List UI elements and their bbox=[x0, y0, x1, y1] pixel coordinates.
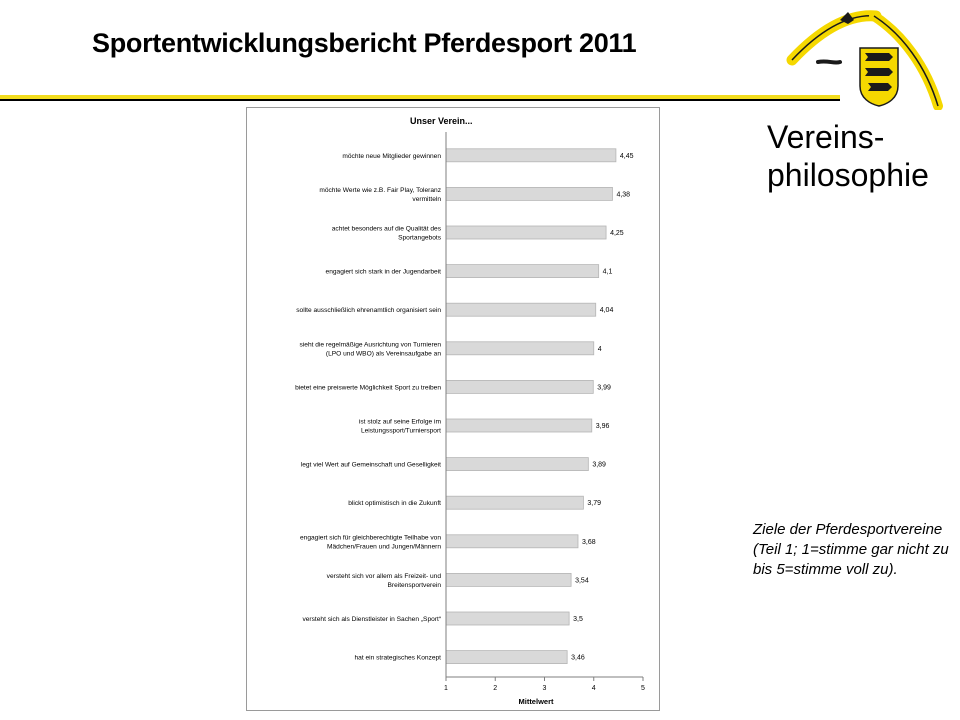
section-title bbox=[767, 118, 929, 194]
data-label-4: 4,1 bbox=[602, 268, 613, 276]
coat-of-arms-logo-icon bbox=[780, 6, 950, 115]
category-label-1-line-1: möchte neue Mitglieder gewinnen bbox=[342, 152, 441, 160]
data-label-1: 4,45 bbox=[619, 152, 634, 160]
data-label-7: 3,99 bbox=[597, 384, 611, 392]
category-label-4-line-1: engagiert sich stark in der Jugendarbeit bbox=[325, 268, 441, 276]
category-label-6-line-2: (LPO und WBO) als Vereinsaufgabe an bbox=[325, 350, 441, 358]
category-label-8-line-1: ist stolz auf seine Erfolge im bbox=[358, 418, 441, 426]
data-label-2: 4,38 bbox=[616, 191, 631, 199]
category-label-7-line-1: bietet eine preiswerte Möglichkeit Sport zu treiben bbox=[295, 384, 441, 392]
bar-chart bbox=[247, 108, 659, 710]
category-label-6-line-1: sieht die regelmäßige Ausrichtung von Turnieren bbox=[299, 341, 441, 349]
bar-12 bbox=[446, 573, 571, 586]
bar-9 bbox=[446, 458, 588, 471]
bar-14 bbox=[446, 651, 567, 664]
header-rule-black bbox=[0, 99, 840, 101]
bar-5 bbox=[446, 303, 596, 316]
category-label-10-line-1: blickt optimistisch in die Zukunft bbox=[348, 500, 441, 508]
bar-11 bbox=[446, 535, 578, 548]
x-tick-label-1: 1 bbox=[444, 685, 448, 692]
bar-2 bbox=[446, 187, 612, 200]
data-label-6: 4 bbox=[597, 345, 602, 353]
chart-title: Unser Verein... bbox=[410, 116, 473, 126]
section-title-line1: Vereins- bbox=[767, 119, 885, 155]
bar-3 bbox=[446, 226, 606, 239]
category-label-12-line-2: Breitensportverein bbox=[387, 581, 441, 589]
data-label-12: 3,54 bbox=[575, 577, 589, 585]
category-label-11-line-2: Mädchen/Frauen und Jungen/Männern bbox=[326, 543, 441, 551]
x-tick-label-3: 3 bbox=[542, 685, 547, 692]
category-label-11-line-1: engagiert sich für gleichberechtigte Teilhabe von bbox=[299, 534, 441, 542]
x-tick-label-5: 5 bbox=[641, 685, 645, 692]
data-label-14: 3,46 bbox=[571, 654, 585, 662]
data-label-3: 4,25 bbox=[610, 230, 624, 237]
category-label-12-line-1: versteht sich vor allem als Freizeit- und bbox=[326, 572, 441, 580]
category-label-9-line-1: legt viel Wert auf Gemeinschaft und Geselligkeit bbox=[300, 461, 441, 469]
category-label-13-line-1: versteht sich als Dienstleister in Sachen „Sport“ bbox=[302, 616, 441, 623]
x-tick-label-4: 4 bbox=[591, 685, 596, 692]
bar-13 bbox=[446, 612, 569, 625]
slide-title: Sportentwicklungsbericht Pferdesport 2011 bbox=[92, 28, 637, 58]
data-label-8: 3,96 bbox=[595, 423, 610, 430]
category-label-5-line-1: sollte ausschließlich ehrenamtlich organisiert sein bbox=[296, 307, 441, 315]
data-label-9: 3,89 bbox=[592, 461, 606, 469]
bar-4 bbox=[446, 265, 599, 278]
data-label-11: 3,68 bbox=[581, 538, 596, 546]
category-label-14-line-1: hat ein strategisches Konzept bbox=[354, 654, 441, 662]
x-axis-label: Mittelwert bbox=[518, 697, 554, 706]
category-label-2-line-1: möchte Werte wie z.B. Fair Play, Toleranz bbox=[319, 186, 441, 194]
bar-1 bbox=[446, 149, 616, 162]
chart-frame bbox=[246, 107, 660, 711]
data-label-13: 3,5 bbox=[573, 616, 583, 623]
x-tick-label-2: 2 bbox=[493, 685, 498, 692]
category-label-3-line-1: achtet besonders auf die Qualität des bbox=[331, 225, 441, 233]
category-label-2-line-2: vermitteln bbox=[412, 195, 441, 203]
bar-8 bbox=[446, 419, 592, 432]
bar-10 bbox=[446, 496, 583, 509]
bar-6 bbox=[446, 342, 594, 355]
section-title-line2: philosophie bbox=[767, 157, 929, 193]
data-label-5: 4,04 bbox=[599, 307, 614, 315]
chart-caption: Ziele der Pferdesportvereine (Teil 1; 1=stimme gar nicht zu bis 5=stimme voll zu). bbox=[753, 521, 949, 578]
category-label-3-line-2: Sportangebots bbox=[398, 234, 441, 242]
data-label-10: 3,79 bbox=[587, 500, 602, 508]
category-label-8-line-2: Leistungssport/Turniersport bbox=[360, 427, 441, 435]
bar-7 bbox=[446, 380, 593, 393]
